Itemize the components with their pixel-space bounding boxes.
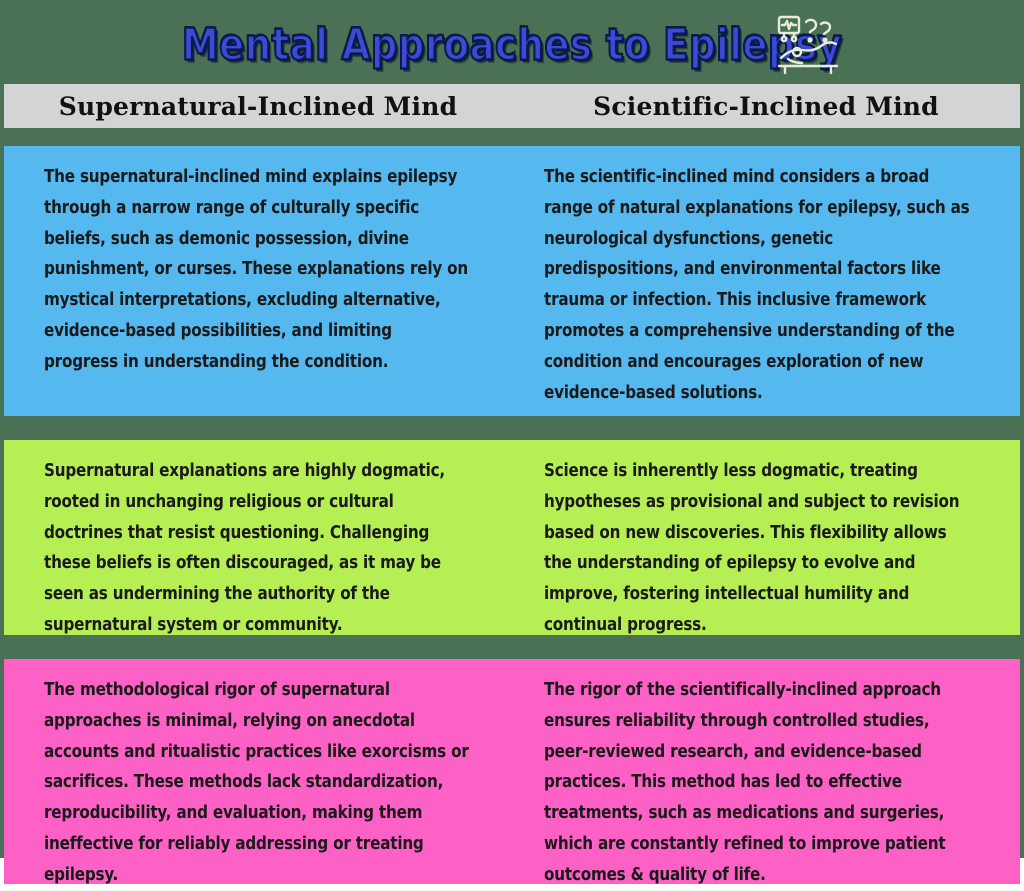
divider-top [4,128,1020,146]
column-header-supernatural: Supernatural-Inclined Mind [58,91,458,121]
divider-row1-row2 [4,416,1020,440]
page-title: Mental Approaches to Epilepsy [181,18,843,70]
cell-text: The methodological rigor of supernatural approaches is minimal, relying on anecdotal accounts and ritualistic practices like exorcisms or sacrifices. These methods lack standardization, reproducibility, and evaluation, making them ineffective for reliably addressing or treating epilepsy. [44,680,469,885]
table-row [4,146,1020,416]
table-row [4,659,1020,884]
cell-scientific-rigor [512,659,1020,884]
cell-text: Supernatural explanations are highly dogmatic, rooted in unchanging religious or cultural doctrines that resist questioning. Challenging these beliefs is often discouraged, as it may be seen as undermining the authority of the supernatural system or community. [44,461,445,635]
cell-scientific-range [512,146,1020,416]
cell-scientific-dogmatism [512,440,1020,635]
cell-text: The rigor of the scientifically-inclined approach ensures reliability through controlled studies, peer-reviewed research, and evidence-based practices. This method has led to effective treatments, such as medications and surgeries, which are constantly refined to improve patient outcomes & quality of life. [544,680,946,885]
cell-text: The scientific-inclined mind considers a broad range of natural explanations for epilepsy, such as neurological dysfunctions, genetic predispositions, and environmental factors like trauma or infection. This inclusive framework promotes a comprehensive understanding of the condition and encourages exploration of new evidence-based solutions. [544,167,970,403]
table-row [4,440,1020,635]
eeg-patient-icon [776,14,840,76]
column-header-scientific: Scientific-Inclined Mind [593,91,939,121]
cell-text: The supernatural-inclined mind explains epilepsy through a narrow range of culturally specific beliefs, such as demonic possession, divine punishment, or curses. These explanations rely on mystical interpretations, excluding alternative, evidence-based possibilities, and limiting progress in understanding the condition. [44,167,469,372]
cell-supernatural-range [4,146,512,416]
cell-supernatural-rigor [4,659,512,884]
cell-text: Science is inherently less dogmatic, treating hypotheses as provisional and subject to revision based on new discoveries. This flexibility allows the understanding of epilepsy to evolve and improve, fostering intellectual humility and continual progress. [544,461,960,635]
title-bar [4,4,1020,84]
cell-supernatural-dogmatism [4,440,512,635]
column-header-row [4,84,1020,128]
